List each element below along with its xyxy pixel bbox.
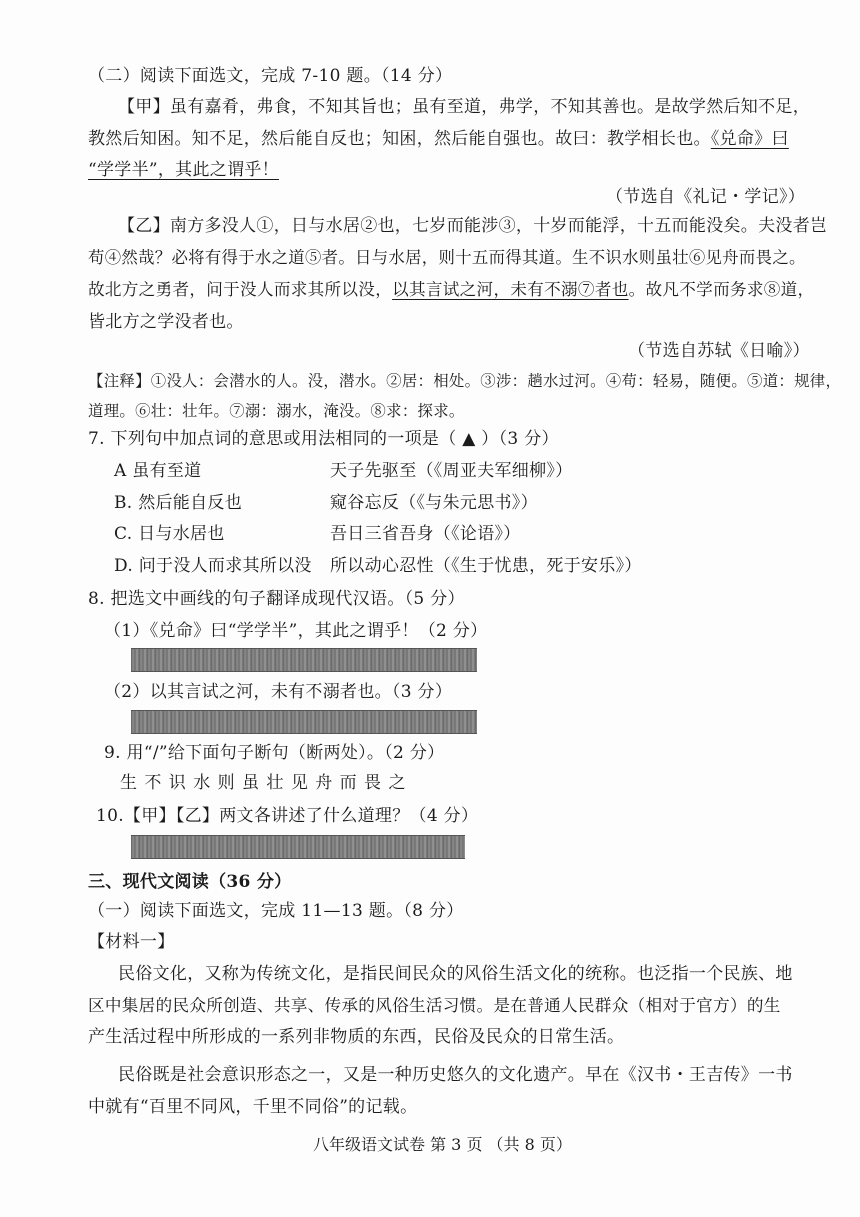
- yi-source: （节选自苏轼《日喻》）: [628, 341, 810, 361]
- q9-sentence: 生 不 识 水 则 虽 壮 见 舟 而 畏 之: [120, 773, 407, 793]
- yi-line-4: 皆北方之学没者也。: [88, 312, 244, 332]
- jia-line-1: 【甲】虽有嘉肴，弗食，不知其旨也；虽有至道，弗学，不知其善也。是故学然后知不足，: [118, 97, 811, 117]
- yi-line-1: 【乙】南方多没人①，日与水居②也，七岁而能涉③，十岁而能浮，十五而能没矣。夫没者岂: [118, 216, 828, 236]
- material-p2-line-2: 中就有“百里不同风，千里不同俗”的记载。: [88, 1097, 418, 1117]
- material-p1-line-3: 产生活过程中所形成的一系列非物质的东西，民俗及民众的日常生活。: [88, 1027, 625, 1047]
- notes-line-2: 道理。⑥壮：壮年。⑦溺：溺水，淹没。⑧求：探求。: [88, 402, 465, 420]
- q7-option-c-right: 吾日三省吾身（《论语》）: [330, 524, 521, 544]
- q7-option-d-right: 所以动心忍性（《生于忧患，死于安乐》）: [330, 556, 642, 576]
- q7-option-b-left: B. 然后能自反也: [114, 493, 242, 513]
- q10-stem: 10.【甲】【乙】两文各讲述了什么道理？（4 分）: [96, 806, 479, 826]
- jia-tag: 【甲】: [118, 97, 170, 117]
- q8-subquestion-2: （2）以其言试之河，未有不溺者也。（3 分）: [104, 682, 453, 702]
- q8-subquestion-1: （1）《兑命》曰“学学半”，其此之谓乎！（2 分）: [104, 621, 488, 641]
- q7-option-d-left: D. 问于没人而求其所以没: [114, 556, 312, 576]
- notes-line-1: 【注释】①没人：会潜水的人。没，潜水。②居：相处。③涉：趟水过河。④苟：轻易，随便。⑤道：规律，: [88, 372, 842, 390]
- answer-area-redacted: [131, 835, 465, 859]
- section2-header: （二）阅读下面选文，完成 7-10 题。（14 分）: [88, 66, 453, 86]
- material-p2-line-1: 民俗既是社会意识形态之一，又是一种历史悠久的文化遗产。早在《汉书・王吉传》一书: [118, 1065, 793, 1085]
- q7-option-c-left: C. 日与水居也: [114, 524, 225, 544]
- page-footer: 八年级语文试卷 第 3 页 （共 8 页）: [313, 1135, 572, 1154]
- yi-line-3: 故北方之勇者，问于没人而求其所以没，以其言试之河，未有不溺⑦者也。故凡不学而务求⑧道，: [88, 280, 815, 299]
- underlined-sentence-1b: “学学半”，其此之谓乎！: [88, 160, 279, 180]
- yi-line-2: 苟④然哉？必将有得于水之道⑤者。日与水居，则十五而得其道。生不识水则虽壮⑥见舟而畏之。: [88, 248, 806, 267]
- answer-area-redacted: [131, 648, 477, 672]
- material-p1-line-2: 区中集居的民众所创造、共享、传承的风俗生活习惯。是在普通人民群众（相对于官方）的生: [88, 996, 781, 1015]
- material-1-label: 【材料一】: [88, 932, 175, 952]
- q9-stem: 9. 用“/”给下面句子断句（断两处）。（2 分）: [104, 743, 445, 763]
- yi-tag: 【乙】: [118, 216, 170, 236]
- q7-option-b-right: 窥谷忘反（《与朱元思书》）: [330, 493, 538, 513]
- q7-stem: 7. 下列句中加点词的意思或用法相同的一项是（ ▲ ）（3 分）: [88, 429, 559, 449]
- jia-source: （节选自《礼记・学记》）: [606, 187, 806, 207]
- material-p1-line-1: 民俗文化，又称为传统文化，是指民间民众的风俗生活文化的统称。也泛指一个民族、地: [118, 964, 793, 984]
- q7-option-a-right: 天子先驱至（《周亚夫军细柳》）: [330, 461, 573, 481]
- q8-stem: 8. 把选文中画线的句子翻译成现代汉语。（5 分）: [88, 589, 465, 609]
- q7-option-a-left: A 虽有至道: [114, 461, 202, 481]
- section3-subheader: （一）阅读下面选文，完成 11—13 题。（8 分）: [88, 901, 464, 921]
- underlined-sentence-1a: 《兑命》曰: [710, 129, 789, 149]
- underlined-sentence-2: 以其言试之河，未有不溺⑦者也: [392, 280, 629, 299]
- section3-header: 三、现代文阅读（36 分）: [88, 872, 292, 892]
- jia-line-2: 教然后知困。知不足，然后能自反也；知困，然后能自强也。故曰：教学相长也。《兑命》曰: [88, 129, 789, 149]
- answer-area-redacted: [131, 710, 477, 734]
